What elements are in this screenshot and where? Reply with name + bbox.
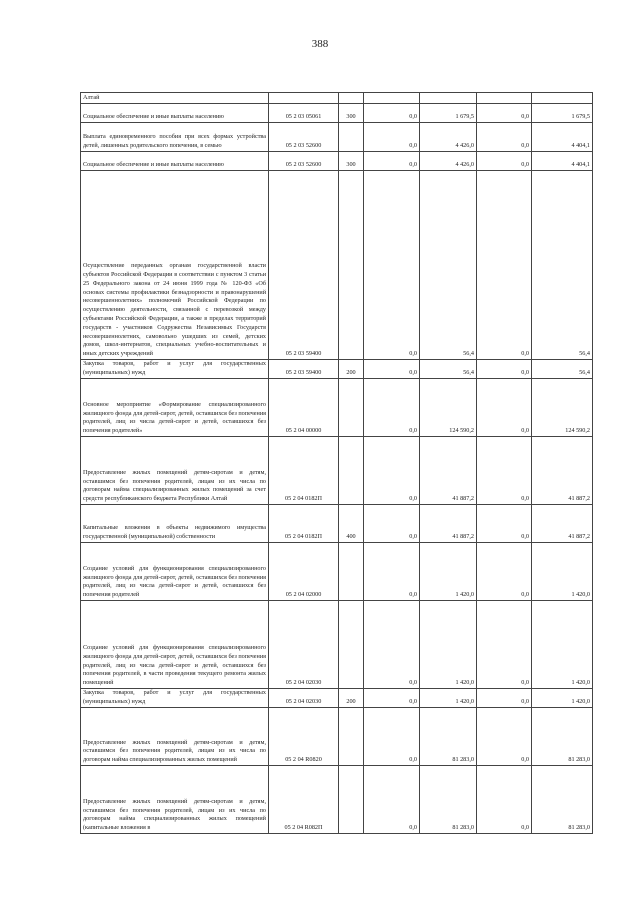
amount-cell-3: 0,0 xyxy=(477,708,532,766)
page-number: 388 xyxy=(311,38,329,50)
row-name-cell: Создание условий для функционирования специализированного жилищного фонда для детей-сирот, детей, оставшихся без попечения родителей, лиц из числа детей-сирот и детей, оставшихся без попечения родителей, в части проведения текущего ремонта жилых помещений xyxy=(81,601,269,689)
amount-cell-1: 0,0 xyxy=(364,766,420,834)
table-row xyxy=(81,708,593,766)
amount-cell-4: 1 679,5 xyxy=(532,104,593,123)
expense-type-cell: 300 xyxy=(339,104,364,123)
amount-cell-4: 124 590,2 xyxy=(532,379,593,437)
amount-cell-3: 0,0 xyxy=(477,601,532,689)
row-name-cell: Основное мероприятие «Формирование специализированного жилищного фонда для детей-сирот, детей, оставшихся без попечения родителей, лиц из числа детей-сирот и детей, оставшихся без попечения родителей» xyxy=(81,379,269,437)
table-row xyxy=(81,93,593,104)
amount-cell-3: 0,0 xyxy=(477,689,532,708)
row-name-cell: Социальное обеспечение и иные выплаты населению xyxy=(81,152,269,171)
amount-cell-1: 0,0 xyxy=(364,171,420,360)
target-code-cell xyxy=(269,93,339,104)
row-name-cell: Алтай xyxy=(81,93,269,104)
row-name-cell: Социальное обеспечение и иные выплаты населению xyxy=(81,104,269,123)
amount-cell-1: 0,0 xyxy=(364,104,420,123)
table-row xyxy=(81,171,593,360)
amount-cell-4: 1 420,0 xyxy=(532,543,593,601)
amount-cell-4: 81 283,0 xyxy=(532,708,593,766)
amount-cell-4: 1 420,0 xyxy=(532,689,593,708)
amount-cell-4: 41 887,2 xyxy=(532,437,593,505)
amount-cell-1: 0,0 xyxy=(364,543,420,601)
table-row xyxy=(81,379,593,437)
row-name-cell: Предоставление жилых помещений детям-сиротам и детям, оставшимся без попечения родителей, лицам из их числа по договорам найма специализированных жилых помещений за счет средств республиканского бюджета Республики Алтай xyxy=(81,437,269,505)
expense-type-cell xyxy=(339,93,364,104)
amount-cell-4: 1 420,0 xyxy=(532,601,593,689)
row-name-cell: Капитальные вложения в объекты недвижимого имущества государственной (муниципальной) собственности xyxy=(81,505,269,543)
amount-cell-3: 0,0 xyxy=(477,360,532,379)
expense-type-cell: 400 xyxy=(339,505,364,543)
amount-cell-3: 0,0 xyxy=(477,437,532,505)
table-row xyxy=(81,123,593,152)
amount-cell-1: 0,0 xyxy=(364,708,420,766)
amount-cell-3: 0,0 xyxy=(477,379,532,437)
target-code-cell: 05 2 03 05061 xyxy=(269,104,339,123)
expense-type-cell xyxy=(339,766,364,834)
amount-cell-2: 1 420,0 xyxy=(420,689,477,708)
amount-cell-4: 4 404,1 xyxy=(532,123,593,152)
amount-cell-3: 0,0 xyxy=(477,104,532,123)
amount-cell-2: 56,4 xyxy=(420,171,477,360)
expense-type-cell xyxy=(339,123,364,152)
expense-type-cell: 200 xyxy=(339,689,364,708)
expense-type-cell xyxy=(339,708,364,766)
amount-cell-3: 0,0 xyxy=(477,766,532,834)
target-code-cell: 05 2 04 R0820 xyxy=(269,708,339,766)
amount-cell-3: 0,0 xyxy=(477,171,532,360)
amount-cell-3: 0,0 xyxy=(477,123,532,152)
target-code-cell: 05 2 03 59400 xyxy=(269,360,339,379)
amount-cell-1: 0,0 xyxy=(364,152,420,171)
row-name-cell: Предоставление жилых помещений детям-сиротам и детям, оставшимся без попечения родителей, лицам из их числа по договорам найма специализированных жилых помещений (капитальные вложения в xyxy=(81,766,269,834)
amount-cell-2: 81 283,0 xyxy=(420,708,477,766)
expense-type-cell xyxy=(339,379,364,437)
table-row xyxy=(81,766,593,834)
target-code-cell: 05 2 04 02030 xyxy=(269,689,339,708)
target-code-cell: 05 2 03 59400 xyxy=(269,171,339,360)
amount-cell-2: 124 590,2 xyxy=(420,379,477,437)
expense-type-cell: 300 xyxy=(339,152,364,171)
amount-cell-4: 56,4 xyxy=(532,360,593,379)
row-name-cell: Предоставление жилых помещений детям-сиротам и детям, оставшимся без попечения родителей, лицам из их числа по договорам найма специализированных жилых помещений xyxy=(81,708,269,766)
amount-cell-2: 41 887,2 xyxy=(420,437,477,505)
table-row xyxy=(81,104,593,123)
amount-cell-4 xyxy=(532,93,593,104)
budget-table xyxy=(80,92,593,834)
amount-cell-2: 4 426,0 xyxy=(420,152,477,171)
amount-cell-2: 81 283,0 xyxy=(420,766,477,834)
amount-cell-1: 0,0 xyxy=(364,123,420,152)
amount-cell-4: 56,4 xyxy=(532,171,593,360)
amount-cell-2: 1 420,0 xyxy=(420,601,477,689)
table-row xyxy=(81,437,593,505)
target-code-cell: 05 2 04 0182П xyxy=(269,437,339,505)
amount-cell-4: 4 404,1 xyxy=(532,152,593,171)
target-code-cell: 05 2 04 02000 xyxy=(269,543,339,601)
row-name-cell: Создание условий для функционирования специализированного жилищного фонда для детей-сирот, детей, оставшихся без попечения родителей, лиц из числа детей-сирот и детей, оставшихся без попечения родителей xyxy=(81,543,269,601)
amount-cell-1: 0,0 xyxy=(364,505,420,543)
amount-cell-2: 1 420,0 xyxy=(420,543,477,601)
row-name-cell: Выплата единовременного пособия при всех формах устройства детей, лишенных родительского попечения, в семью xyxy=(81,123,269,152)
table-row xyxy=(81,152,593,171)
amount-cell-4: 41 887,2 xyxy=(532,505,593,543)
amount-cell-1: 0,0 xyxy=(364,689,420,708)
amount-cell-4: 81 283,0 xyxy=(532,766,593,834)
expense-type-cell xyxy=(339,171,364,360)
table-row xyxy=(81,505,593,543)
amount-cell-2: 56,4 xyxy=(420,360,477,379)
target-code-cell: 05 2 04 00000 xyxy=(269,379,339,437)
amount-cell-1 xyxy=(364,93,420,104)
row-name-cell: Закупка товаров, работ и услуг для государственных (муниципальных) нужд xyxy=(81,360,269,379)
table-row xyxy=(81,543,593,601)
amount-cell-2: 1 679,5 xyxy=(420,104,477,123)
amount-cell-3: 0,0 xyxy=(477,543,532,601)
amount-cell-2: 41 887,2 xyxy=(420,505,477,543)
target-code-cell: 05 2 04 02030 xyxy=(269,601,339,689)
expense-type-cell xyxy=(339,601,364,689)
amount-cell-3: 0,0 xyxy=(477,152,532,171)
amount-cell-3: 0,0 xyxy=(477,505,532,543)
row-name-cell: Осуществление переданных органам государственной власти субъектов Российской Федерации в соответствии с пунктом 3 статьи 25 Федерального закона от 24 июня 1999 года № 120-ФЗ «Об основах системы профилактики безнадзорности и правонарушений несовершеннолетних» полномочий Российской Федерации по осуществлению деятельности, связанной с перевозкой между субъектами Российской Федерации, а также в пределах территорий государств - участников Содружества Независимых Государств несовершеннолетних, самовольно ушедших из семей, детских домов, школ-интернатов, специальных учебно-воспитательных и иных детских учреждений xyxy=(81,171,269,360)
amount-cell-1: 0,0 xyxy=(364,379,420,437)
amount-cell-3 xyxy=(477,93,532,104)
row-name-cell: Закупка товаров, работ и услуг для государственных (муниципальных) нужд xyxy=(81,689,269,708)
expense-type-cell xyxy=(339,543,364,601)
target-code-cell: 05 2 04 0182П xyxy=(269,505,339,543)
amount-cell-1: 0,0 xyxy=(364,601,420,689)
amount-cell-1: 0,0 xyxy=(364,360,420,379)
table-row xyxy=(81,601,593,689)
amount-cell-1: 0,0 xyxy=(364,437,420,505)
amount-cell-2 xyxy=(420,93,477,104)
expense-type-cell: 200 xyxy=(339,360,364,379)
target-code-cell: 05 2 03 52600 xyxy=(269,123,339,152)
target-code-cell: 05 2 03 52600 xyxy=(269,152,339,171)
target-code-cell: 05 2 04 R082П xyxy=(269,766,339,834)
amount-cell-2: 4 426,0 xyxy=(420,123,477,152)
table-row xyxy=(81,689,593,708)
table-row xyxy=(81,360,593,379)
expense-type-cell xyxy=(339,437,364,505)
